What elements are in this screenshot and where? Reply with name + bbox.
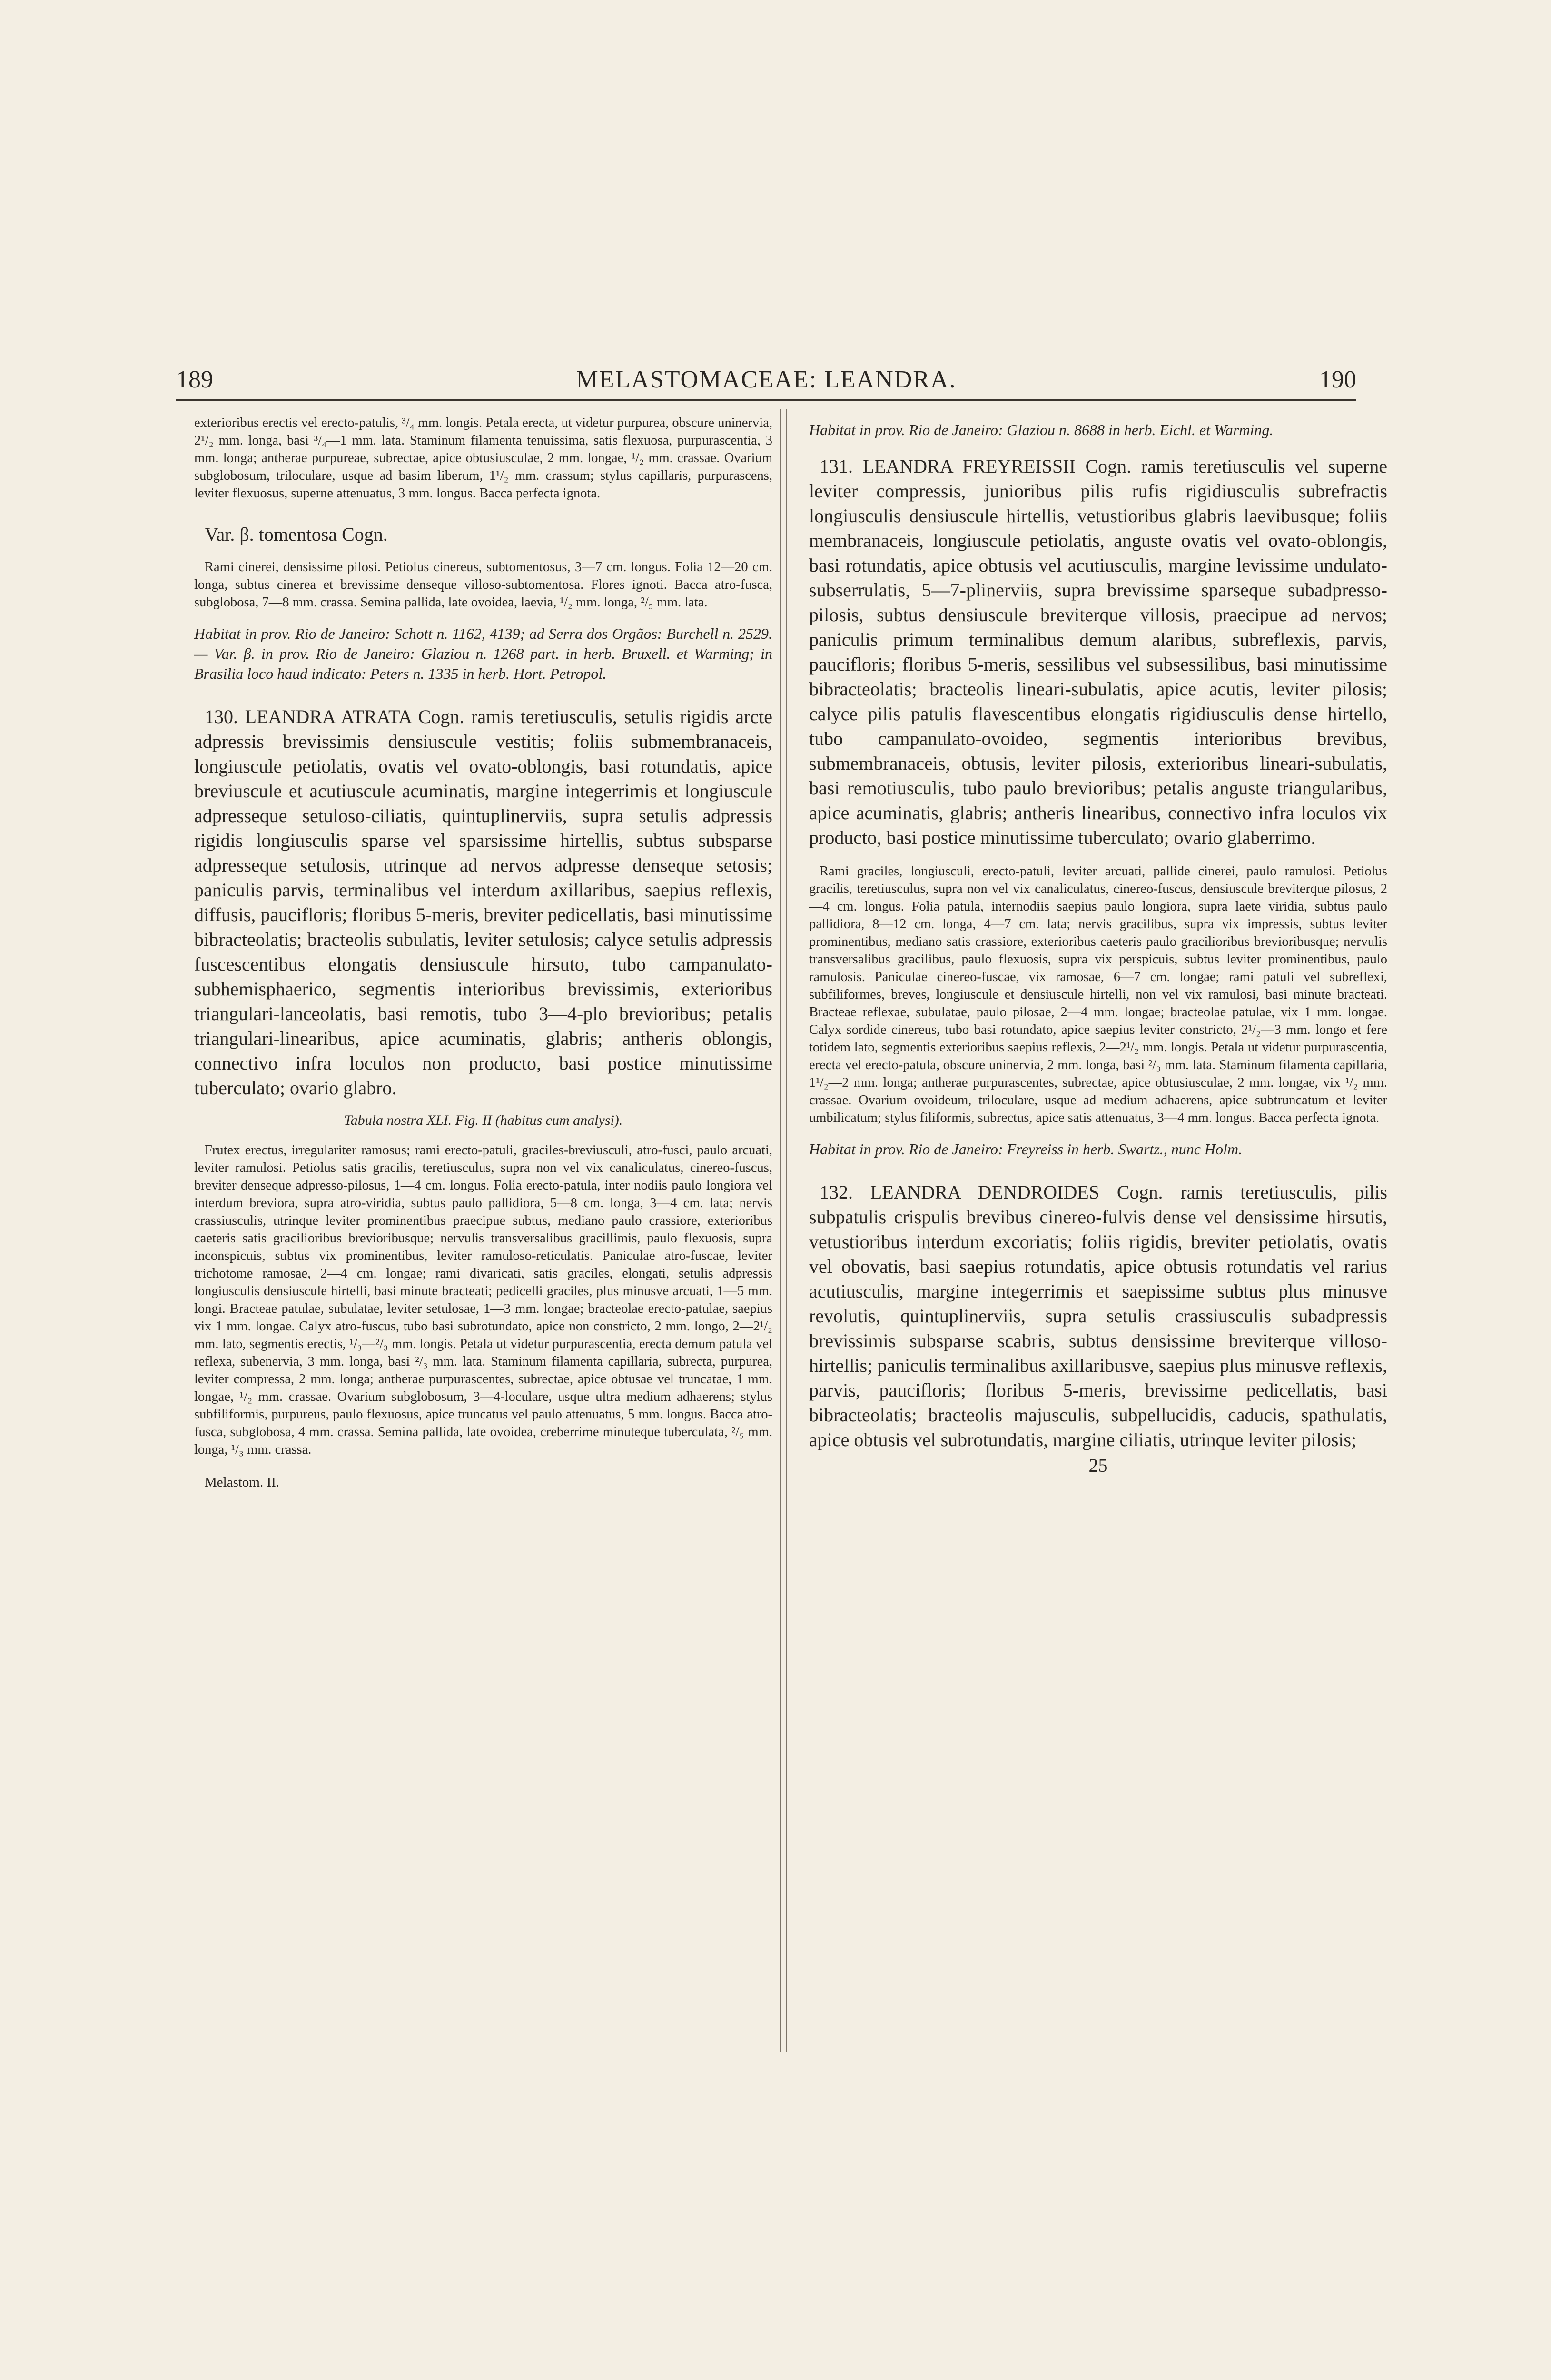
gathering-number: 25: [1088, 1455, 1108, 1476]
page-number-left: 189: [176, 366, 213, 393]
variety-description: Rami cinerei, densissime pilosi. Petiolus cinereus, subtomentosus, 3—7 cm. longus. Folia 12—20 cm. longa, subtus cinerea et brevissime denseque villoso-subtomentosa. Flores ignoti. Bacca atro-fusca, subglobosa, 7—8 mm. crassa. Semina pallida, late ovoidea, laevia, ¹/₂ mm. longa, ²/₅ mm. lata.: [194, 560, 772, 610]
habitat-131: Habitat in prov. Rio de Janeiro: Freyreiss in herb. Swartz., nunc Holm.: [809, 1140, 1243, 1158]
running-title: MELASTOMACEAE: LEANDRA.: [576, 366, 957, 393]
species-130-diagnosis: 130. LEANDRA ATRATA Cogn. ramis teretiusculis, setulis rigidis arcte adpressis brevissimis densiuscule vestitis; foliis submembranaceis, longiuscule petiolatis, ovatis vel ovato-oblongis, basi rotundatis, apice breviuscule et acutiuscule acuminatis, margine integerrimis et longiuscule adpresseque setuloso-ciliatis, quintuplinerviis, supra setulis adpressis rigidis longiusculis sparse vel sparsissime hirtellis, subtus subsparse adpresseque setulosis, utrinque ad nervos adpresse denseque setosis; paniculis parvis, terminalibus vel interdum axillaribus, saepius reflexis, diffusis, paucifloris; floribus 5-meris, breviter pedicellatis, basi minutissime bibracteolatis; bracteolis subulatis, leviter setulosis; calyce setulis adpressis fuscescentibus elongatis densiuscule hirsuto, tubo campanulato-subhemisphaerico, segmentis interioribus brevissimis, exterioribus triangulari-lanceolatis, basi remotis, tubo 3—4-plo brevioribus; petalis triangulari-linearibus, apice acuminatis, glabris; antheris oblongis, connectivo infra loculos non producto, basi postice minutissime tuberculato; ovario glabro.: [194, 706, 772, 1099]
page-header: [176, 366, 1356, 404]
page-number-right: 190: [1319, 366, 1356, 393]
continuation-paragraph: exterioribus erectis vel erecto-patulis, ³/₄ mm. longis. Petala erecta, ut videtur purpurea, obscure uninervia, 2¹/₂ mm. longa, basi ³/₄—1 mm. lata. Staminum filamenta tenuissima, satis flexuosa, purpurascentia, 3 mm. longa; antherae purpureae, subrectae, apice obtusiusculae, 2 mm. longae, ¹/₂ mm. crassae. Ovarium subglobosum, triloculare, usque ad basim liberum, 1¹/₂ mm. crassum; stylus capillaris, purpurascens, leviter flexuosus, superne attenuatus, 3 mm. longus. Bacca perfecta ignota.: [194, 416, 772, 501]
species-132-diagnosis: 132. LEANDRA DENDROIDES Cogn. ramis teretiusculis, pilis subpatulis crispulis brevibus cinereo-fulvis dense vel densissime hirsutis, vetustioribus interdum excoriatis; foliis rigidis, breviter petiolatis, ovatis vel obovatis, basi saepius rotundatis, apice obtusis rotundatis vel rarius acutiusculis, margine integerrimis et saepissime subtus plus minusve revolutis, quintuplinerviis, supra setulis crassiusculis subadpressis brevissimis subsparse scabris, subtus densissime breviterque villoso-hirtellis; paniculis terminalibus axillaribusve, saepius plus minusve reflexis, parvis, paucifloris; floribus 5-meris, brevissime pedicellatis, basi bibracteolatis; bracteolis majusculis, subpellucidis, caducis, spathulatis, apice obtusis vel subrotundatis, margine ciliatis, utrinque leviter pilosis;: [809, 1181, 1387, 1450]
species-131-diagnosis: 131. LEANDRA FREYREISSII Cogn. ramis teretiusculis vel superne leviter compressis, junioribus pilis rufis rigidiusculis subrefractis longiusculis densiuscule hirtellis, vetustioribus glabris laevibusque; foliis membranaceis, longiuscule petiolatis, anguste ovatis vel ovato-oblongis, basi rotundatis, apice obtusis vel acutiusculis, margine levissime undulato-subserrulatis, 5—7-plinerviis, supra brevissime sparseque subadpresso-pilosis, subtus densiuscule breviterque villosis, praecipue ad nervos; paniculis primum terminalibus demum alaribus, subreflexis, parvis, paucifloris; floribus 5-meris, sessilibus vel subsessilibus, basi minutissime bibracteolatis; bracteolis lineari-subulatis, apice acutis, leviter pilosis; calyce pilis patulis flavescentibus elongatis rigidiusculis dense hirtello, tubo campanulato-ovoideo, segmentis interioribus brevibus, submembranaceis, obtusis, leviter pilosis, exterioribus lineari-subulatis, basi remotiusculis, tubo paulo brevioribus; petalis anguste triangularibus, apice acuminatis, glabris; antheris linearibus, connectivo infra loculos vix producto, basi postice minutissime tuberculato; ovario glaberrimo.: [809, 456, 1387, 848]
column-divider: [780, 409, 787, 2052]
right-column: [809, 414, 1387, 1477]
signature-mark: Melastom. II.: [205, 1475, 280, 1490]
header-rule: [176, 399, 1356, 401]
plate-reference: Tabula nostra XLI. Fig. II (habitus cum analysi).: [344, 1112, 623, 1128]
species-130-description: Frutex erectus, irregulariter ramosus; rami erecto-patuli, graciles-breviusculi, atro-fusci, paulo arcuati, leviter ramulosi. Petiolus satis gracilis, teretiusculus, supra non vel vix canaliculatus, cinereo-fuscus, breviter denseque adpresso-pilosus, 1—4 cm. longus. Folia erecto-patula, inter nodiis paulo longiora vel interdum breviora, supra atro-viridia, subtus paulo pallidiora, 5—8 cm. longa, 3—4 cm. lata; nervis crassiusculis, utrinque leviter prominentibus praecipue subtus, mediano paulo crassiore, exterioribus caeteris satis gracilioribus brevioribusque; nervulis transversalibus gracillimis, paulo flexuosis, supra inconspicuis, subtus vix prominentibus, leviter ramuloso-reticulatis. Paniculae atro-fuscae, leviter trichotome ramosae, 2—4 cm. longae; rami divaricati, satis graciles, elongati, setulis adpressis longiusculis densiuscule hirtelli, basi minute bracteati; pedicelli graciles, plus minusve arcuati, 1—5 mm. longi. Bracteae patulae, subulatae, leviter setulosae, 1—3 mm. longae; bracteolae erecto-patulae, saepius vix 1 mm. longae. Calyx atro-fuscus, tubo basi subrotundato, apice non constricto, 2 mm. longo, 2—2¹/₂ mm. lato, segmentis erectis, ¹/₃—²/₃ mm. longis. Petala ut videtur purpurascentia, erecta demum patula vel reflexa, subenervia, 3 mm. longa, basi ²/₃ mm. lata. Staminum filamenta capillaria, subrecta, purpurea, leviter compressa, 2 mm. longa; antherae purpurascentes, subrectae, apice obtusae vel truncatae, 1 mm. longae, ¹/₂ mm. crassae. Ovarium subglobosum, 3—4-loculare, usque ultra medium adhaerens; stylus subfiliformis, purpureus, paulo flexuosus, apice truncatus vel paulo attenuatus, 5 mm. longus. Bacca atro-fusca, subglobosa, 4 mm. crassa. Semina pallida, late ovoidea, creberrime minuteque tuberculata, ²/₅ mm. longa, ¹/₃ mm. crassa.: [194, 1143, 772, 1457]
variety-heading: Var. β. tomentosa Cogn.: [205, 524, 388, 545]
left-column: [194, 414, 772, 1490]
species-131-description: Rami graciles, longiusculi, erecto-patuli, leviter arcuati, pallide cinerei, paulo ramulosi. Petiolus gracilis, teretiusculus, supra non vel vix canaliculatus, cinereo-fuscus, densiuscule breviterque pilosus, 2—4 cm. longus. Folia patula, internodiis saepius paulo longiora, supra laete viridia, subtus paulo pallidiora, 8—12 cm. longa, 4—7 cm. lata; nervis gracilibus, supra vix impressis, subtus leviter prominentibus, mediano satis crassiore, exterioribus caeteris paulo gracilioribus brevioribusque; nervulis transversalibus gracilibus, paulo flexuosis, supra vix perspicuis, subtus leviter prominentibus, paulo ramulosis. Paniculae cinereo-fuscae, vix ramosae, 6—7 cm. longae; rami patuli vel subreflexi, subfiliformes, breves, longiuscule et densiuscule hirtelli, non vel vix ramulosi, basi minute bracteati. Bracteae reflexae, subulatae, paulo pilosae, 2—4 mm. longae; bracteolae patulae, vix 1 mm. longae. Calyx sordide cinereus, tubo basi rotundato, apice saepius leviter constricto, 2¹/₂—3 mm. longo et fere totidem lato, segmentis exterioribus saepius reflexis, 2—2¹/₂ mm. longis. Petala ut videtur purpurascentia, erecta vel erecto-patula, obscure uninervia, 2 mm. longa, basi ²/₃ mm. lata. Staminum filamenta capillaria, 1¹/₂—2 mm. longa; antherae purpurascentes, subrectae, apice obtusiusculae, 2 mm. longae, vix ¹/₂ mm. crassae. Ovarium ovoideum, triloculare, usque ad medium adhaerens, apice subtruncatum et leviter umbilicatum; stylus filiformis, subrectus, apice satis attenuatus, 3—4 mm. longus. Bacca perfecta ignota.: [809, 864, 1387, 1125]
habitat-129: Habitat in prov. Rio de Janeiro: Schott n. 1162, 4139; ad Serra dos Orgãos: Burchell n. 2529. — Var. β. in prov. Rio de Janeiro: Glaziou n. 1268 part. in herb. Bruxell. et Warming; in Brasilia loco haud indicato: Peters n. 1335 in herb. Hort. Petropol.: [194, 625, 772, 682]
habitat-130: Habitat in prov. Rio de Janeiro: Glaziou n. 8688 in herb. Eichl. et Warming.: [809, 421, 1274, 438]
